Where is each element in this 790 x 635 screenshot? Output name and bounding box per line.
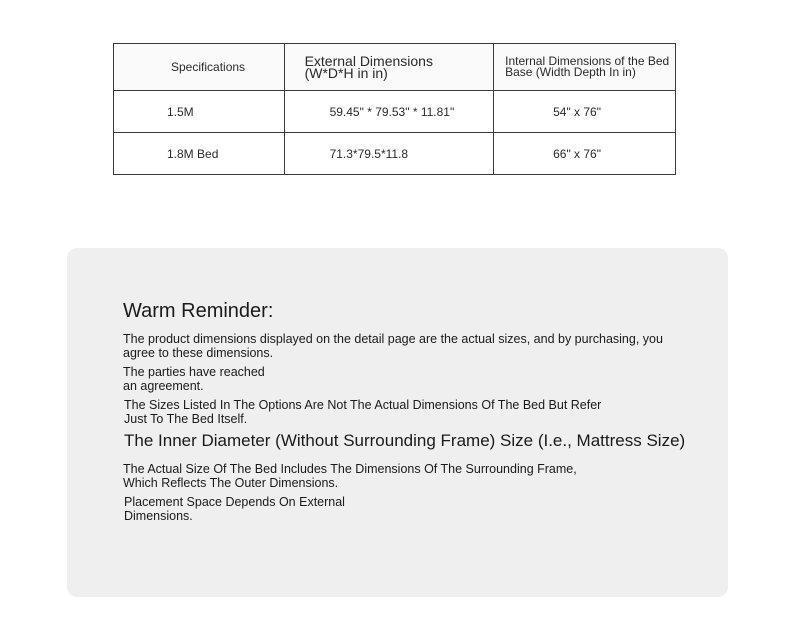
cell-size: 1.5M xyxy=(114,91,285,133)
table-row xyxy=(114,91,676,133)
cell-size: 1.8M Bed xyxy=(114,133,285,175)
reminder-paragraph: Placement Space Depends On External Dimensions. xyxy=(124,495,345,523)
warm-reminder-panel xyxy=(67,248,728,597)
header-external-dimensions: External Dimensions (W*D*H in in) xyxy=(284,44,494,91)
reminder-paragraph: The Sizes Listed In The Options Are Not The Actual Dimensions Of The Bed But Refer Just To The Bed Itself. xyxy=(124,398,602,426)
cell-external: 59.45" * 79.53" * 11.81" xyxy=(284,91,494,133)
reminder-paragraph: The parties have reached an agreement. xyxy=(123,365,265,393)
cell-external: 71.3*79.5*11.8 xyxy=(284,133,494,175)
cell-internal: 66" x 76" xyxy=(494,133,676,175)
table-header-row xyxy=(114,44,676,91)
table-row xyxy=(114,133,676,175)
reminder-paragraph: The product dimensions displayed on the detail page are the actual sizes, and by purchasing, you agree to these dimensions. xyxy=(123,332,663,360)
header-internal-dimensions: Internal Dimensions of the Bed Base (Width Depth In in) xyxy=(494,44,676,91)
specifications-table xyxy=(113,43,676,175)
cell-internal: 54" x 76" xyxy=(494,91,676,133)
reminder-paragraph: The Actual Size Of The Bed Includes The Dimensions Of The Surrounding Frame, Which Reflects The Outer Dimensions. xyxy=(123,462,577,490)
reminder-highlight: The Inner Diameter (Without Surrounding Frame) Size (I.e., Mattress Size) xyxy=(124,431,686,450)
header-specifications: Specifications xyxy=(114,44,285,91)
reminder-content xyxy=(123,300,703,528)
reminder-title: Warm Reminder: xyxy=(123,300,274,322)
